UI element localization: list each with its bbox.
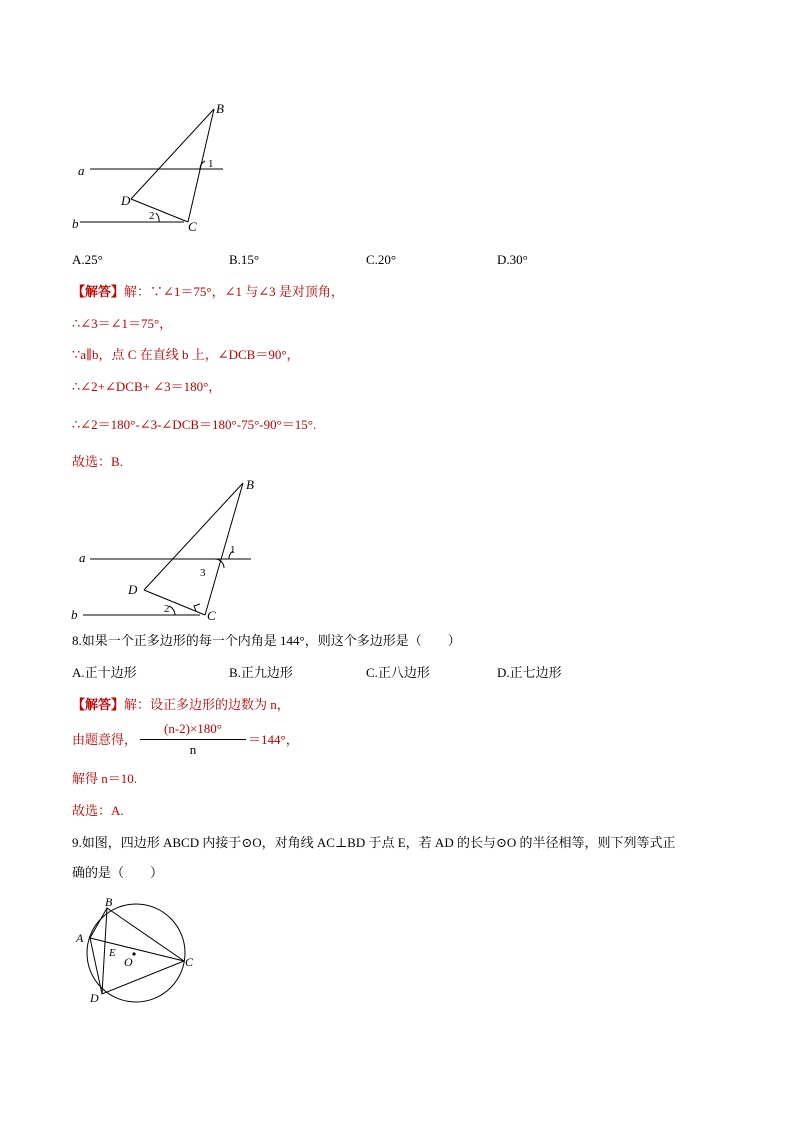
label-1: 1 (208, 158, 214, 170)
q9-question-line-1: 9.如图，四边形 ABCD 内接于⊙O，对角线 AC⊥BD 于点 E，若 AD 的长与⊙O 的半径相等，则下列等式正 (72, 835, 676, 850)
q8-solve-line: 解得 n＝10. (72, 771, 138, 786)
label-3: 3 (200, 567, 206, 579)
q7-option-b[interactable]: B.15° (229, 252, 260, 267)
label-a: a (78, 163, 85, 178)
q8-option-d[interactable]: D.正七边形 (497, 665, 562, 680)
answer-tag: 【解答】 (72, 284, 125, 299)
label-B: B (246, 477, 254, 492)
q8-option-b[interactable]: B.正九边形 (229, 665, 293, 680)
label-B: B (105, 895, 113, 909)
label-b: b (72, 216, 79, 231)
fraction-bar (140, 739, 246, 740)
figure-3-cyclic-quadrilateral (70, 893, 210, 1013)
q8-question: 8.如果一个正多边形的每一个内角是 144°，则这个多边形是（ ） (72, 633, 461, 648)
q8-fraction (140, 721, 246, 761)
figure-1-parallel-lines (60, 95, 250, 240)
figure-2-parallel-lines-angle-3 (65, 472, 270, 627)
q8-answer-line-1: 【解答】解：设正多边形的边数为 n， (72, 697, 290, 712)
q7-option-a[interactable]: A.25° (72, 252, 103, 267)
q8-option-c[interactable]: C.正八边形 (366, 665, 430, 680)
label-b: b (71, 607, 78, 622)
q7-answer-line-5: ∴∠2＝180°-∠3-∠DCB＝180°-75°-90°＝15°. (72, 417, 317, 432)
q8-answer-suffix: ＝144°， (248, 732, 299, 747)
q7-option-c[interactable]: C.20° (366, 252, 397, 267)
label-D: D (128, 582, 138, 597)
label-1: 1 (230, 544, 236, 556)
label-C: C (207, 608, 216, 623)
label-C: C (185, 955, 194, 969)
q7-answer-line-4: ∴∠2+∠DCB+ ∠3＝180°， (72, 379, 222, 394)
fraction-numerator: (n-2)×180° (163, 721, 223, 736)
label-E: E (109, 947, 116, 959)
label-D: D (90, 991, 99, 1005)
q7-option-d[interactable]: D.30° (497, 252, 528, 267)
label-C: C (188, 219, 197, 234)
answer-tag: 【解答】 (72, 697, 125, 712)
label-2: 2 (164, 603, 170, 615)
q8-answer-prefix: 由题意得， (72, 732, 138, 747)
q8-option-a[interactable]: A.正十边形 (72, 665, 137, 680)
q7-answer-line-3: ∵a∥b，点 C 在直线 b 上，∠DCB＝90°， (72, 347, 300, 362)
label-A: A (76, 931, 84, 945)
label-B: B (216, 101, 224, 116)
label-D: D (121, 193, 131, 208)
q7-answer-line-2: ∴∠3＝∠1＝75°， (72, 316, 173, 331)
label-2: 2 (149, 210, 155, 222)
q8-choice: 故选：A. (72, 803, 124, 818)
q7-choice: 故选：B. (72, 454, 123, 469)
label-a: a (79, 550, 86, 565)
fraction-denominator: n (189, 742, 197, 757)
label-O: O (124, 955, 133, 969)
q9-question-line-2: 确的是（ ） (72, 865, 164, 880)
q7-answer-line-1: 【解答】解：∵∠1＝75°，∠1 与∠3 是对顶角， (72, 284, 344, 299)
